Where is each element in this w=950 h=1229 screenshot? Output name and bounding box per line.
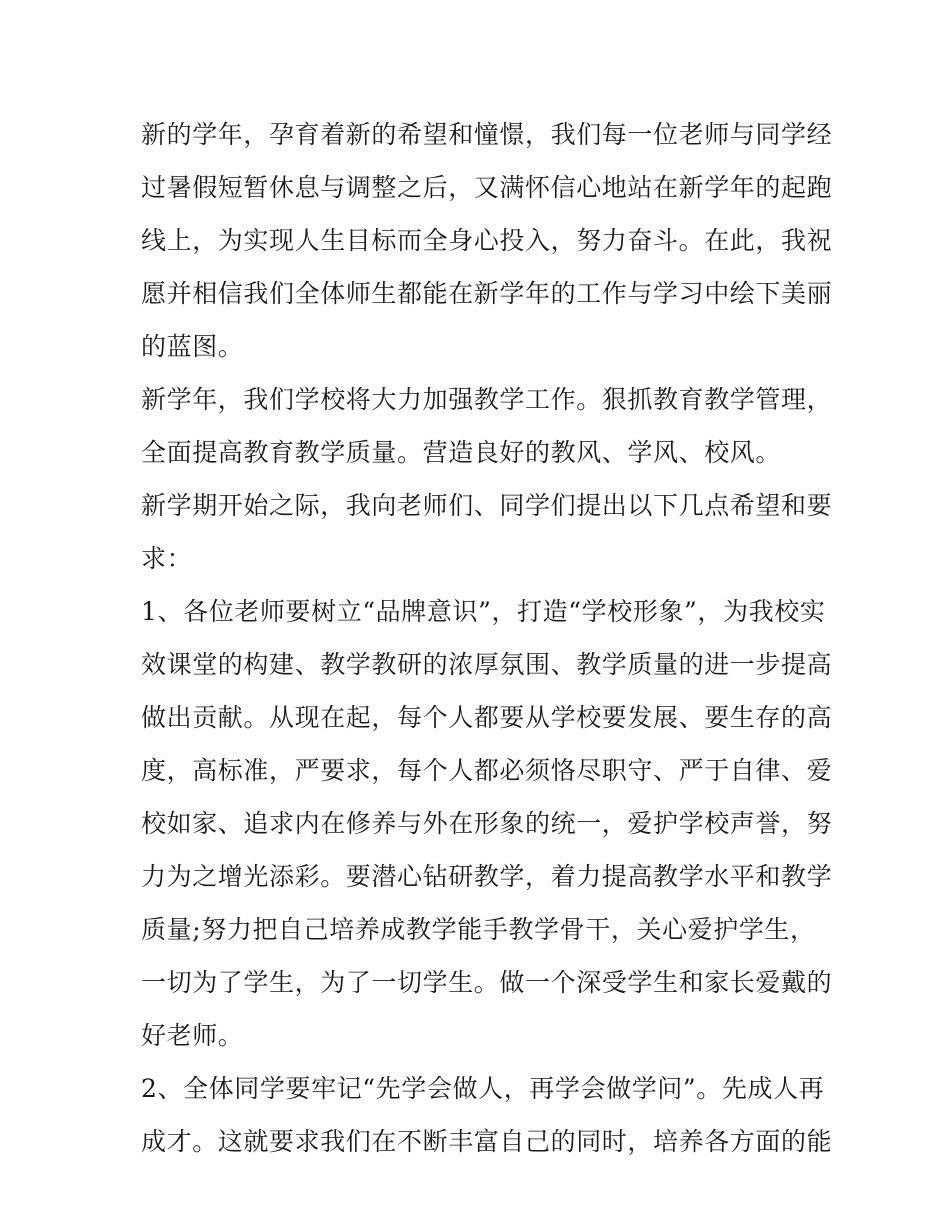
text-line: 愿并相信我们全体师生都能在新学年的工作与学习中绘下美丽	[141, 279, 833, 308]
text-line: 效课堂的构建、教学教研的浓厚氛围、教学质量的进一步提高	[141, 650, 833, 679]
text-line: 2、全体同学要牢记“先学会做人，再学会做学问”。先成人再	[141, 1074, 825, 1103]
text-line: 好老师。	[141, 1021, 244, 1050]
text-line: 1、各位老师要树立“品牌意识”，打造“学校形象”，为我校实	[141, 597, 826, 626]
text-line: 新学年，我们学校将大力加强教学工作。狠抓教育教学管理，	[141, 385, 833, 414]
text-line: 线上，为实现人生目标而全身心投入，努力奋斗。在此，我祝	[141, 226, 833, 255]
text-line: 力为之增光添彩。要潜心钻研教学，着力提高教学水平和教学	[141, 862, 833, 891]
text-line: 求：	[141, 544, 193, 573]
text-line: 质量;努力把自己培养成教学能手教学骨干，关心爱护学生，	[141, 915, 816, 944]
text-line: 做出贡献。从现在起，每个人都要从学校要发展、要生存的高	[141, 703, 833, 732]
text-line: 校如家、追求内在修养与外在形象的统一，爱护学校声誉，努	[141, 809, 833, 838]
text-line: 新学期开始之际，我向老师们、同学们提出以下几点希望和要	[141, 491, 833, 520]
text-line: 一切为了学生，为了一切学生。做一个深受学生和家长爱戴的	[141, 968, 833, 997]
text-line: 新的学年，孕育着新的希望和憧憬，我们每一位老师与同学经	[141, 120, 833, 149]
document-body	[141, 108, 833, 1168]
text-line: 成才。这就要求我们在不断丰富自己的同时，培养各方面的能	[141, 1127, 833, 1156]
text-line: 的蓝图。	[141, 332, 244, 361]
text-line: 度，高标准，严要求，每个人都必须恪尽职守、严于自律、爱	[141, 756, 833, 785]
text-line: 过暑假短暂休息与调整之后，又满怀信心地站在新学年的起跑	[141, 173, 833, 202]
text-line: 全面提高教育教学质量。营造良好的教风、学风、校风。	[141, 438, 782, 467]
